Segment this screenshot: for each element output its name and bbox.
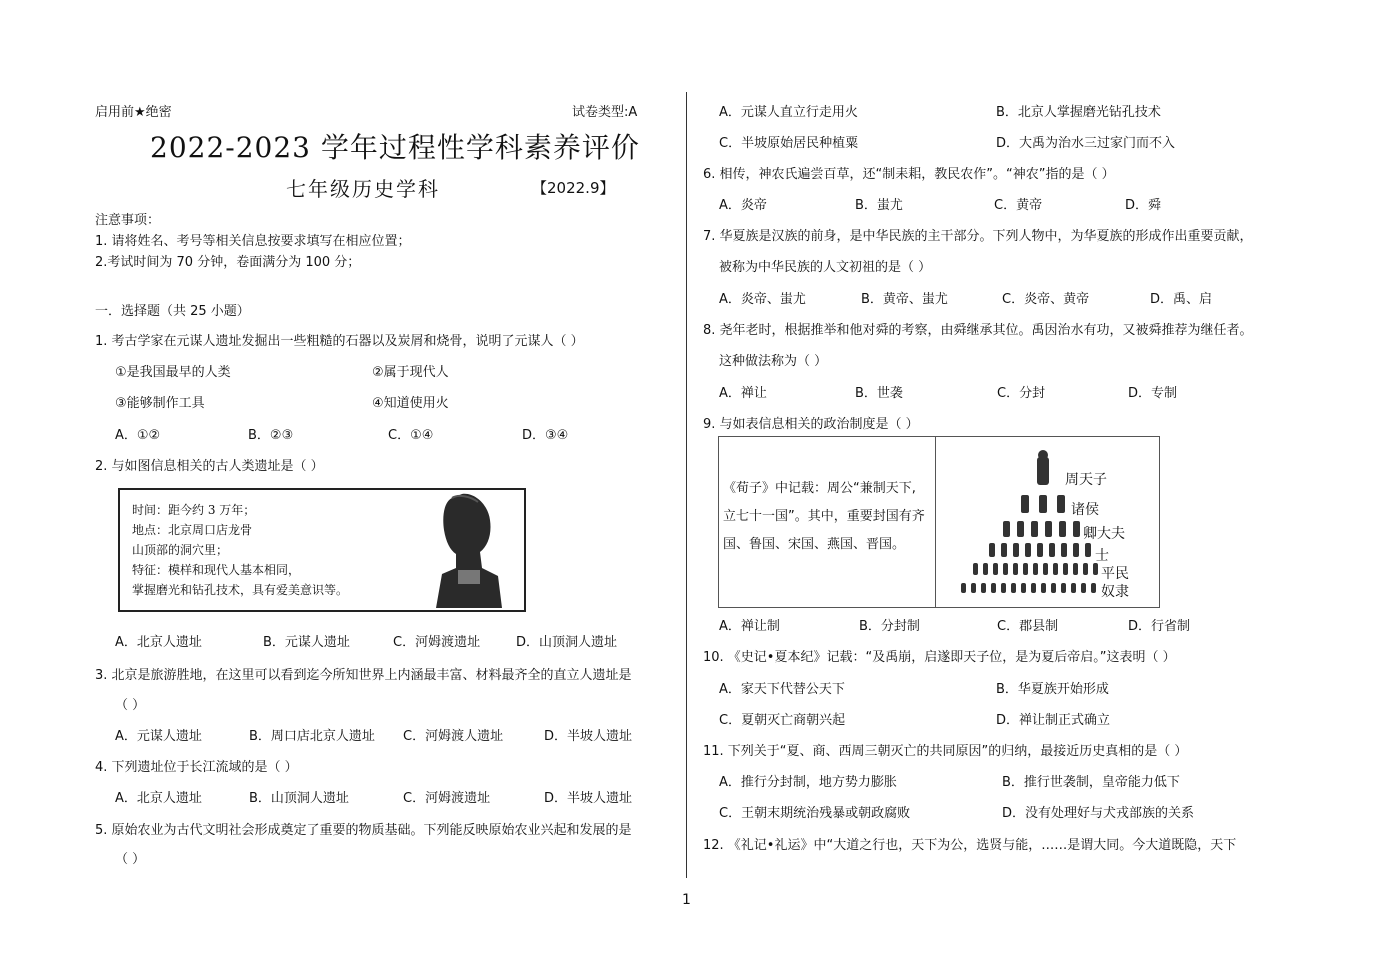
question-stem: 7. 华夏族是汉族的前身，是中华民族的主干部分。下列人物中，为华夏族的形成作出重要贡献， [703, 229, 1253, 244]
statement: ①是我国最早的人类 [115, 365, 231, 380]
option-a: A．元谋人直立行走用火 [719, 105, 858, 120]
option-b: B．②③ [248, 428, 294, 443]
option-d: D．行省制 [1128, 619, 1191, 634]
question-stem: 10. 《史记•夏本纪》记载：“及禹崩，启遂即天子位，是为夏后帝启。”这表明（ ） [703, 650, 1176, 665]
option-d: D．大禹为治水三过家门而不入 [996, 136, 1176, 151]
question-stem: 11. 下列关于“夏、商、西周三朝灭亡的共同原因”的归纳，最接近历史真相的是（ ） [703, 744, 1188, 759]
option-b: B．华夏族开始形成 [996, 682, 1109, 697]
option-d: D．③④ [522, 428, 569, 443]
option-d: D．山顶洞人遗址 [516, 635, 618, 650]
figure-line: 山顶部的洞穴里； [132, 543, 229, 557]
option-a: A．北京人遗址 [115, 791, 202, 806]
figure-line: 特征：模样和现代人基本相同， [132, 563, 301, 577]
option-d: D．半坡人遗址 [544, 791, 633, 806]
option-d: D．没有处理好与犬戎部族的关系 [1002, 806, 1195, 821]
question-stem: 1. 考古学家在元谋人遗址发掘出一些粗糙的石器以及炭屑和烧骨，说明了元谋人（ ） [95, 334, 584, 349]
question-stem: 12. 《礼记•礼运》中“大道之行也，天下为公，选贤与能，……是谓大同。今大道既隐，天下 [703, 838, 1237, 853]
figure-line: 时间：距今约 3 万年； [132, 503, 256, 517]
question-stem: 9. 与如表信息相关的政治制度是（ ） [703, 417, 919, 432]
option-a: A．元谋人遗址 [115, 729, 202, 744]
exam-subtitle: 七年级历史学科 [286, 177, 440, 201]
option-c: C．河姆渡遗址 [393, 635, 481, 650]
option-a: A．推行分封制，地方势力膨胀 [719, 775, 897, 790]
option-a: A．北京人遗址 [115, 635, 202, 650]
notice-heading: 注意事项： [95, 213, 161, 228]
exam-date: 【2022.9】 [532, 179, 615, 197]
answer-blank: （ ） [115, 852, 146, 867]
paper-type: 试卷类型:A [572, 105, 638, 120]
option-c: C．河姆渡人遗址 [403, 729, 504, 744]
option-c: C．分封 [997, 386, 1046, 401]
option-b: B．推行世袭制，皇帝能力低下 [1002, 775, 1180, 790]
pyramid-label: 士 [1095, 548, 1109, 564]
confidential-mark: 启用前★绝密 [95, 105, 172, 120]
option-a: A．禅让制 [719, 619, 780, 634]
option-c: C．河姆渡遗址 [403, 791, 491, 806]
question-stem: 8. 尧年老时，根据推举和他对舜的考察，由舜继承其位。禹因治水有功，又被舜推荐为继任者。 [703, 323, 1253, 338]
q9-figure [718, 436, 1160, 608]
pyramid-label: 卿大夫 [1083, 526, 1125, 542]
pyramid-label: 平民 [1101, 566, 1129, 582]
question-stem-cont: 被称为中华民族的人文初祖的是（ ） [719, 260, 932, 275]
option-c: C．黄帝 [994, 198, 1043, 213]
pyramid-label: 周天子 [1065, 472, 1107, 488]
option-d: D．舜 [1125, 198, 1162, 213]
q9-figure-text [723, 475, 933, 559]
question-stem: 4. 下列遗址位于长江流域的是（ ） [95, 760, 298, 775]
option-c: C．①④ [388, 428, 434, 443]
q2-figure-text [132, 500, 348, 600]
feudal-pyramid-diagram [943, 443, 1155, 603]
figure-line: 《荀子》中记载：周公“兼制天下, [723, 481, 916, 496]
option-a: A．炎帝 [719, 198, 767, 213]
question-stem: 2. 与如图信息相关的古人类遗址是（ ） [95, 459, 324, 474]
statement: ④知道使用火 [372, 396, 449, 411]
option-c: C．郡县制 [997, 619, 1059, 634]
notice-item: 2.考试时间为 70 分钟，卷面满分为 100 分； [95, 255, 361, 270]
option-a: A．炎帝、蚩尤 [719, 292, 806, 307]
ancient-human-bust-image [422, 490, 506, 610]
q2-figure [118, 488, 526, 612]
option-a: A．禅让 [719, 386, 767, 401]
option-a: A．家天下代替公天下 [719, 682, 845, 697]
notice-item: 1. 请将姓名、考号等相关信息按要求填写在相应位置； [95, 234, 411, 249]
question-stem: 6. 相传，神农氏遍尝百草，还“制耒耜，教民农作”。“神农”指的是（ ） [703, 167, 1115, 182]
exam-title: 2022-2023 学年过程性学科素养评价 [150, 131, 640, 164]
question-stem-cont: 这种做法称为（ ） [719, 354, 828, 369]
option-b: B．蚩尤 [855, 198, 903, 213]
option-c: C．炎帝、黄帝 [1002, 292, 1090, 307]
answer-blank: （ ） [115, 698, 146, 713]
question-stem: 5. 原始农业为古代文明社会形成奠定了重要的物质基础。下列能反映原始农业兴起和发展的是 [95, 823, 632, 838]
figure-line: 地点：北京周口店龙骨 [132, 523, 253, 537]
figure-line: 国、鲁国、宋国、燕国、晋国。 [723, 537, 906, 552]
option-b: B．周口店北京人遗址 [249, 729, 375, 744]
option-b: B．黄帝、蚩尤 [861, 292, 948, 307]
option-a: A．①② [115, 428, 161, 443]
figure-separator [935, 437, 936, 607]
statement: ②属于现代人 [372, 365, 449, 380]
option-d: D．禹、启 [1150, 292, 1213, 307]
figure-line: 立七十一国”。其中，重要封国有齐 [723, 509, 925, 524]
figure-line: 掌握磨光和钻孔技术，具有爱美意识等。 [132, 583, 349, 597]
option-b: B．山顶洞人遗址 [249, 791, 349, 806]
column-divider [686, 92, 687, 878]
page-number: 1 [682, 892, 691, 908]
option-b: B．元谋人遗址 [263, 635, 350, 650]
option-b: B．北京人掌握磨光钻孔技术 [996, 105, 1161, 120]
pyramid-label: 奴隶 [1101, 584, 1129, 600]
option-b: B．分封制 [859, 619, 920, 634]
option-c: C．夏朝灭亡商朝兴起 [719, 713, 846, 728]
option-c: C．半坡原始居民种植粟 [719, 136, 859, 151]
option-b: B．世袭 [855, 386, 903, 401]
question-stem: 3. 北京是旅游胜地，在这里可以看到迄今所知世界上内涵最丰富、材料最齐全的直立人遗址是 [95, 668, 632, 683]
pyramid-label: 诸侯 [1071, 502, 1099, 518]
option-c: C．王朝末期统治残暴或朝政腐败 [719, 806, 911, 821]
option-d: D．半坡人遗址 [544, 729, 633, 744]
section-title: 一．选择题（共 25 小题） [95, 304, 250, 319]
statement: ③能够制作工具 [115, 396, 205, 411]
option-d: D．禅让制正式确立 [996, 713, 1111, 728]
option-d: D．专制 [1128, 386, 1178, 401]
